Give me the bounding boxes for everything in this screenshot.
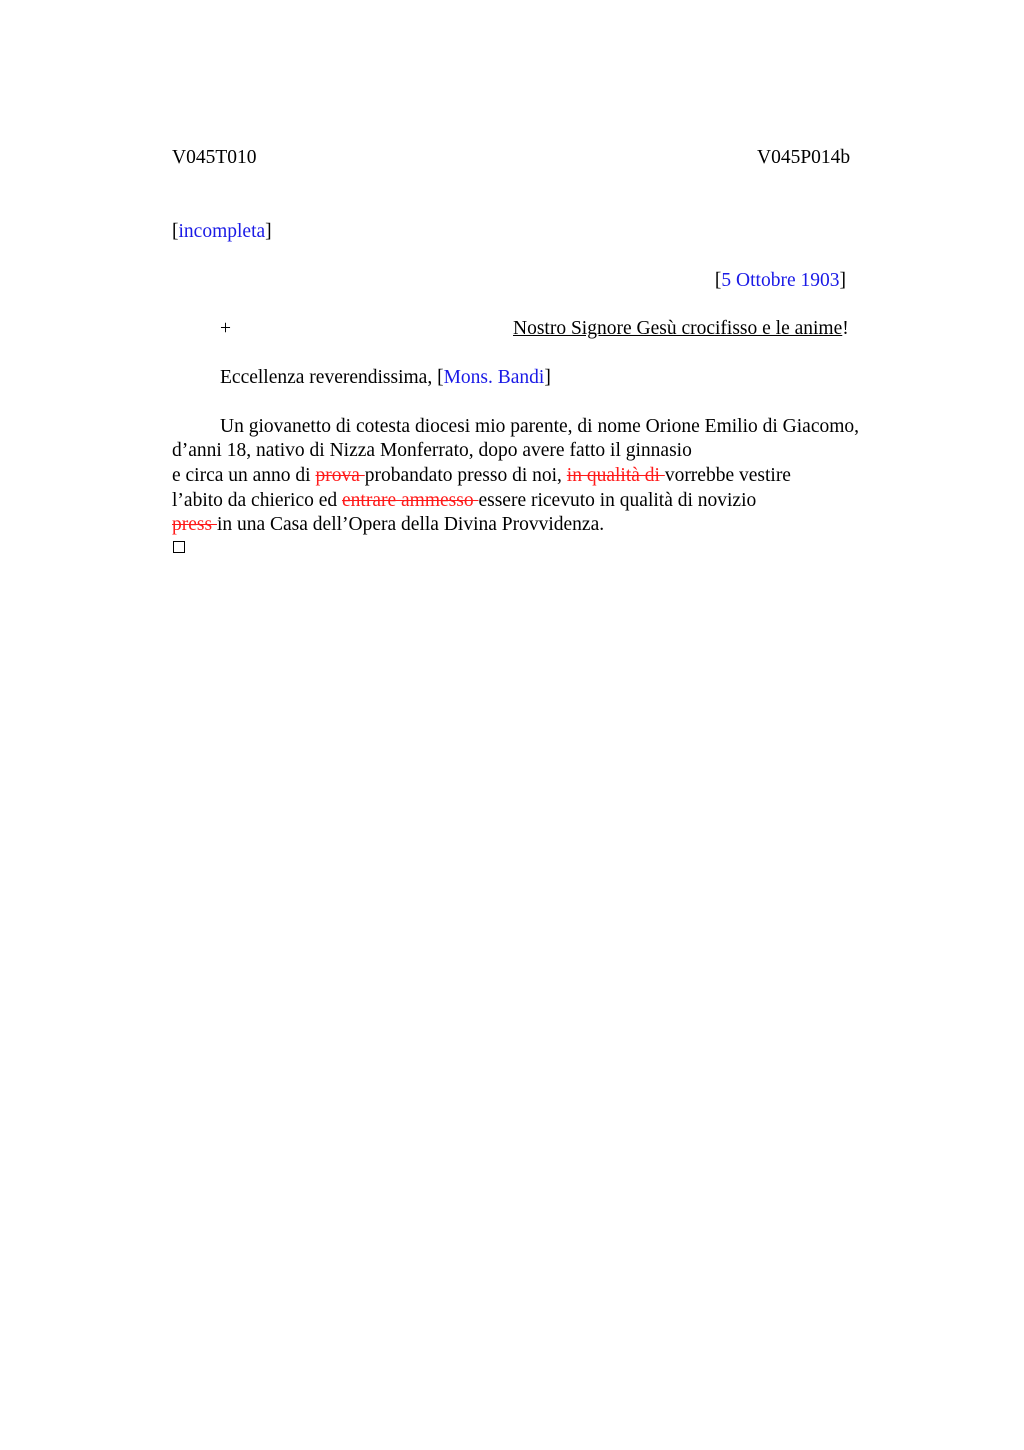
date-bracket-open: [ [714,270,722,291]
addressee-bracket-close: ] [544,367,551,388]
line3-deletion-1: prova [315,465,365,486]
body-line-2: d’anni 18, nativo di Nizza Monferrato, dopo avere fatto il ginnasio [172,440,692,461]
line4-text-b: essere ricevuto in qualità di novizio [478,490,757,511]
line4-text-a: l’abito da chierico ed [172,490,343,511]
addressee-name: Mons. Bandi [443,367,545,388]
letter-date [715,269,846,293]
end-of-text-box [173,541,185,553]
line5-deletion: press [172,514,217,535]
cross-symbol: + [220,318,231,339]
addressee-bracket-open: [ [437,367,444,388]
body-line-5 [172,513,604,537]
body-line-3 [172,464,791,488]
salutation-text: Eccellenza reverendissima, [220,367,438,388]
incomplete-note [172,220,272,244]
line3-text-a: e circa un anno di [172,465,316,486]
line3-deletion-2: in qualità di [566,465,665,486]
header-right-code: V045P014b [757,147,851,168]
header-left-code: V045T010 [172,147,257,168]
motto-text: Nostro Signore Gesù crocifisso e le anime [513,318,843,339]
note-bracket-close: ] [265,221,272,242]
date-bracket-close: ] [839,270,846,291]
motto-exclamation: ! [842,318,849,339]
line5-text-a: in una Casa dell’Opera della Divina Provvidenza. [216,514,605,535]
body-line-1: Un giovanetto di cotesta diocesi mio parente, di nome Orione Emilio di Giacomo, [220,416,860,437]
invocation-motto [513,317,849,341]
body-line-4 [172,489,756,513]
salutation [220,366,551,390]
line4-deletion: entrare ammesso [342,490,479,511]
note-text: incompleta [178,221,266,242]
line3-text-b: probandato presso di noi, [364,465,567,486]
note-bracket-open: [ [172,221,179,242]
line3-text-c: vorrebbe vestire [664,465,791,486]
date-text: 5 Ottobre 1903 [721,270,840,291]
